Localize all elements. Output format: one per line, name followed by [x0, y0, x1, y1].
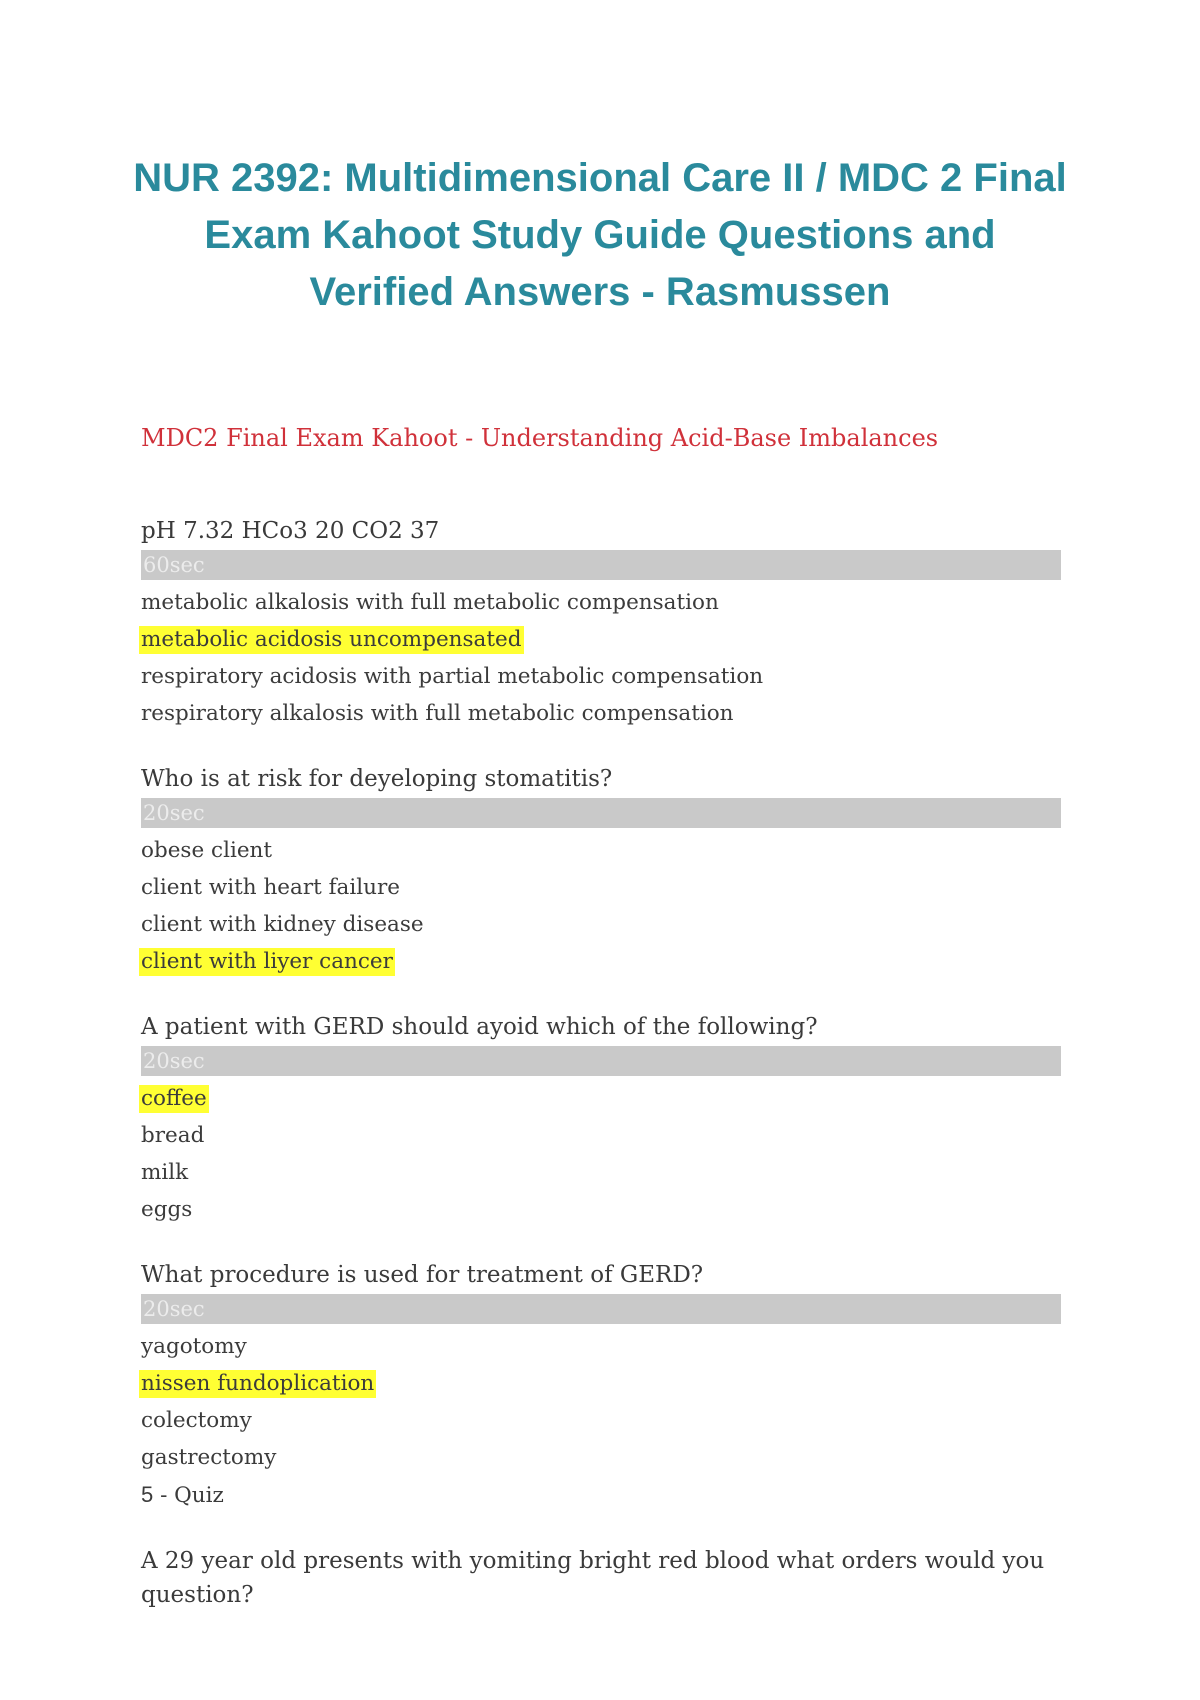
- answer-option: [141, 1439, 1061, 1476]
- answer-option: [141, 869, 1061, 906]
- question-block: [141, 1010, 1061, 1228]
- answer-text: nissen fundoplication: [141, 1371, 375, 1396]
- correct-answer-option: [141, 943, 1061, 980]
- answer-text: client with kidney disease: [141, 912, 424, 937]
- answer-text: metabolic alkalosis with full metabolic compensation: [141, 590, 719, 615]
- answer-option: [141, 695, 1061, 732]
- answer-option: [141, 1328, 1061, 1365]
- question-text: A 29 year old presents with yomiting bright red blood what orders would you question?: [141, 1548, 1045, 1608]
- answer-text: metabolic acidosis uncompensated: [141, 627, 522, 652]
- answer-text: respiratory acidosis with partial metabolic compensation: [141, 664, 764, 689]
- title-line: Verified Answers - Rasmussen: [309, 270, 891, 314]
- answer-text: eggs: [141, 1197, 193, 1222]
- section-heading: MDC2 Final Exam Kahoot - Understanding Acid-Base Imbalances: [141, 424, 939, 452]
- timer-bar: 20sec: [141, 798, 1061, 828]
- answer-text: respiratory alkalosis with full metabolic compensation: [141, 701, 734, 726]
- answer-text: obese client: [141, 838, 273, 863]
- title-line: Exam Kahoot Study Guide Questions and: [204, 213, 996, 257]
- quiz-marker: [141, 1476, 1061, 1514]
- answer-option: [141, 658, 1061, 695]
- question-block: [141, 514, 1061, 732]
- answer-option: [141, 1117, 1061, 1154]
- question-block: [141, 1258, 1061, 1514]
- correct-answer-option: [141, 1365, 1061, 1402]
- question-text: pH 7.32 HCo3 20 CO2 37: [141, 518, 440, 544]
- quiz-number: 5: [141, 1482, 154, 1507]
- timer-bar: 20sec: [141, 1046, 1061, 1076]
- answer-text: bread: [141, 1123, 205, 1148]
- correct-answer-option: [141, 621, 1061, 658]
- quiz-label: - Quiz: [153, 1483, 224, 1508]
- answer-text: yagotomy: [141, 1334, 247, 1359]
- question-text: What procedure is used for treatment of GERD?: [141, 1262, 704, 1288]
- answer-option: [141, 906, 1061, 943]
- document-title: [130, 150, 1070, 321]
- answer-text: client with liyer cancer: [141, 949, 393, 974]
- questions-list: [141, 514, 1061, 1642]
- timer-bar: 20sec: [141, 1294, 1061, 1324]
- correct-answer-option: [141, 1080, 1061, 1117]
- answer-text: milk: [141, 1160, 189, 1185]
- answer-option: [141, 1402, 1061, 1439]
- title-line: NUR 2392: Multidimensional Care II / MDC 2 Final: [133, 156, 1067, 200]
- answer-option: [141, 832, 1061, 869]
- answer-option: [141, 1154, 1061, 1191]
- answer-text: gastrectomy: [141, 1445, 277, 1470]
- question-block: [141, 1544, 1061, 1612]
- question-block: [141, 762, 1061, 980]
- answer-text: client with heart failure: [141, 875, 400, 900]
- question-text: A patient with GERD should ayoid which of the following?: [141, 1014, 818, 1040]
- answer-option: [141, 584, 1061, 621]
- answer-option: [141, 1191, 1061, 1228]
- timer-bar: 60sec: [141, 550, 1061, 580]
- answer-text: colectomy: [141, 1408, 252, 1433]
- question-text: Who is at risk for deyeloping stomatitis?: [141, 766, 613, 792]
- answer-text: coffee: [141, 1086, 207, 1111]
